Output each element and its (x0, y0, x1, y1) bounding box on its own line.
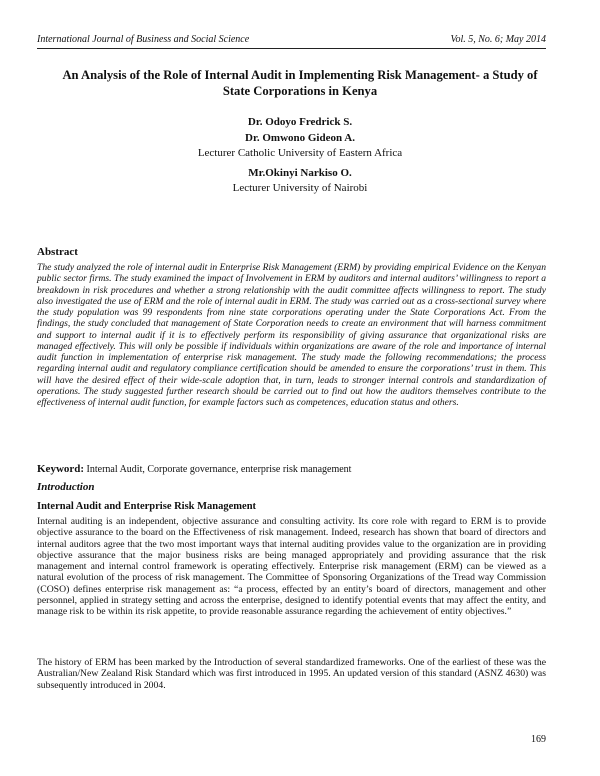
page-number: 169 (531, 734, 546, 745)
paper-title: An Analysis of the Role of Internal Audit in Implementing Risk Management- a Study of State Corporations in Kenya (62, 68, 538, 98)
author-affiliation: Lecturer Catholic University of Eastern Africa (197, 147, 403, 159)
author-affiliation: Lecturer University of Nairobi (232, 182, 368, 194)
keyword-label: Keyword: (37, 463, 85, 475)
keyword-line (37, 463, 546, 476)
keyword-text: Internal Audit, Corporate governance, enterprise risk management (86, 464, 352, 475)
section-heading: Internal Audit and Enterprise Risk Management (37, 501, 257, 512)
abstract-text: The study analyzed the role of internal audit in Enterprise Risk Management (ERM) by providing empirical Evidence on the Kenyan public sector firms. The study examined the impact of Involvement in ERM by auditors and internal auditors’ willingness to report a breakdown in risk procedures and whether a strong relationship with the audit committee affects willingness to report. The study also investigated the use of ERM and the role of internal audit in ERM. The study was carried out as a cross-sectional survey where the study population was 99 respondents from nine state corporations operating under the State Corporations Act. From the findings, the study concluded that management of State Corporation needs to create an environment that will harness commitment and support to internal audit if it is to effectively perform its responsibility of giving assurance that organizational risks are managed effectively. This will only be possible if individuals within organizations are aware of the role and importance of internal audit function in implementation of enterprise risk management. The study made the following recommendations; the process regarding internal audit and regulatory compliance certification should be amended to ensure the corporations’ trust in them. This will have the desired effect of their wide-scale adoption that, in turn, leads to stronger internal controls and standardization of operations. The study suggested further research should be carried out to find out how the auditors themselves contribute to the effectiveness of internal audit function, for example factors such as competences, education status and others. (37, 262, 546, 408)
running-header (37, 34, 546, 46)
header-divider (37, 48, 546, 49)
journal-name: International Journal of Business and Social Science (37, 34, 250, 45)
body-paragraph: Internal auditing is an independent, objective assurance and consulting activity. Its core role with regard to ERM is to provide objective assurance to the board on the Effectiveness of risk management. Indeed, research has shown that board of directors and internal auditors agree that the two most important ways that internal auditing provides value to the organization are in providing objective assurance that the major business risks are being managed appropriately and providing assurance that the risk management and internal control framework is operating effectively. Enterprise risk management (ERM) can be viewed as a natural evolution of the process of risk management. The Committee of Sponsoring Organizations of the Tread way Commission (COSO) defines enterprise risk management as: “a process, effected by an entity’s board of directors, management and other personnel, applied in strategy setting and across the enterprise, designed to identify potential events that may affect the entity, and manage risk to be within its risk appetite, to provide reasonable assurance regarding the achievement of entity objectives.” (37, 516, 546, 618)
author-block (60, 115, 540, 197)
abstract-heading: Abstract (37, 246, 78, 258)
author-name: Dr. Omwono Gideon A. (245, 131, 355, 144)
issue-info: Vol. 5, No. 6; May 2014 (450, 34, 546, 45)
introduction-heading: Introduction (37, 481, 95, 493)
author-name: Dr. Odoyo Fredrick S. (247, 116, 353, 128)
body-paragraph: The history of ERM has been marked by the Introduction of several standardized frameworks. One of the earliest of these was the Australian/New Zealand Risk Standard which was first introduced in 1995. An updated version of this standard (ASNZ 4630) was subsequently introduced in 2004. (37, 657, 546, 691)
author-name: Mr.Okinyi Narkiso O. (248, 166, 352, 179)
